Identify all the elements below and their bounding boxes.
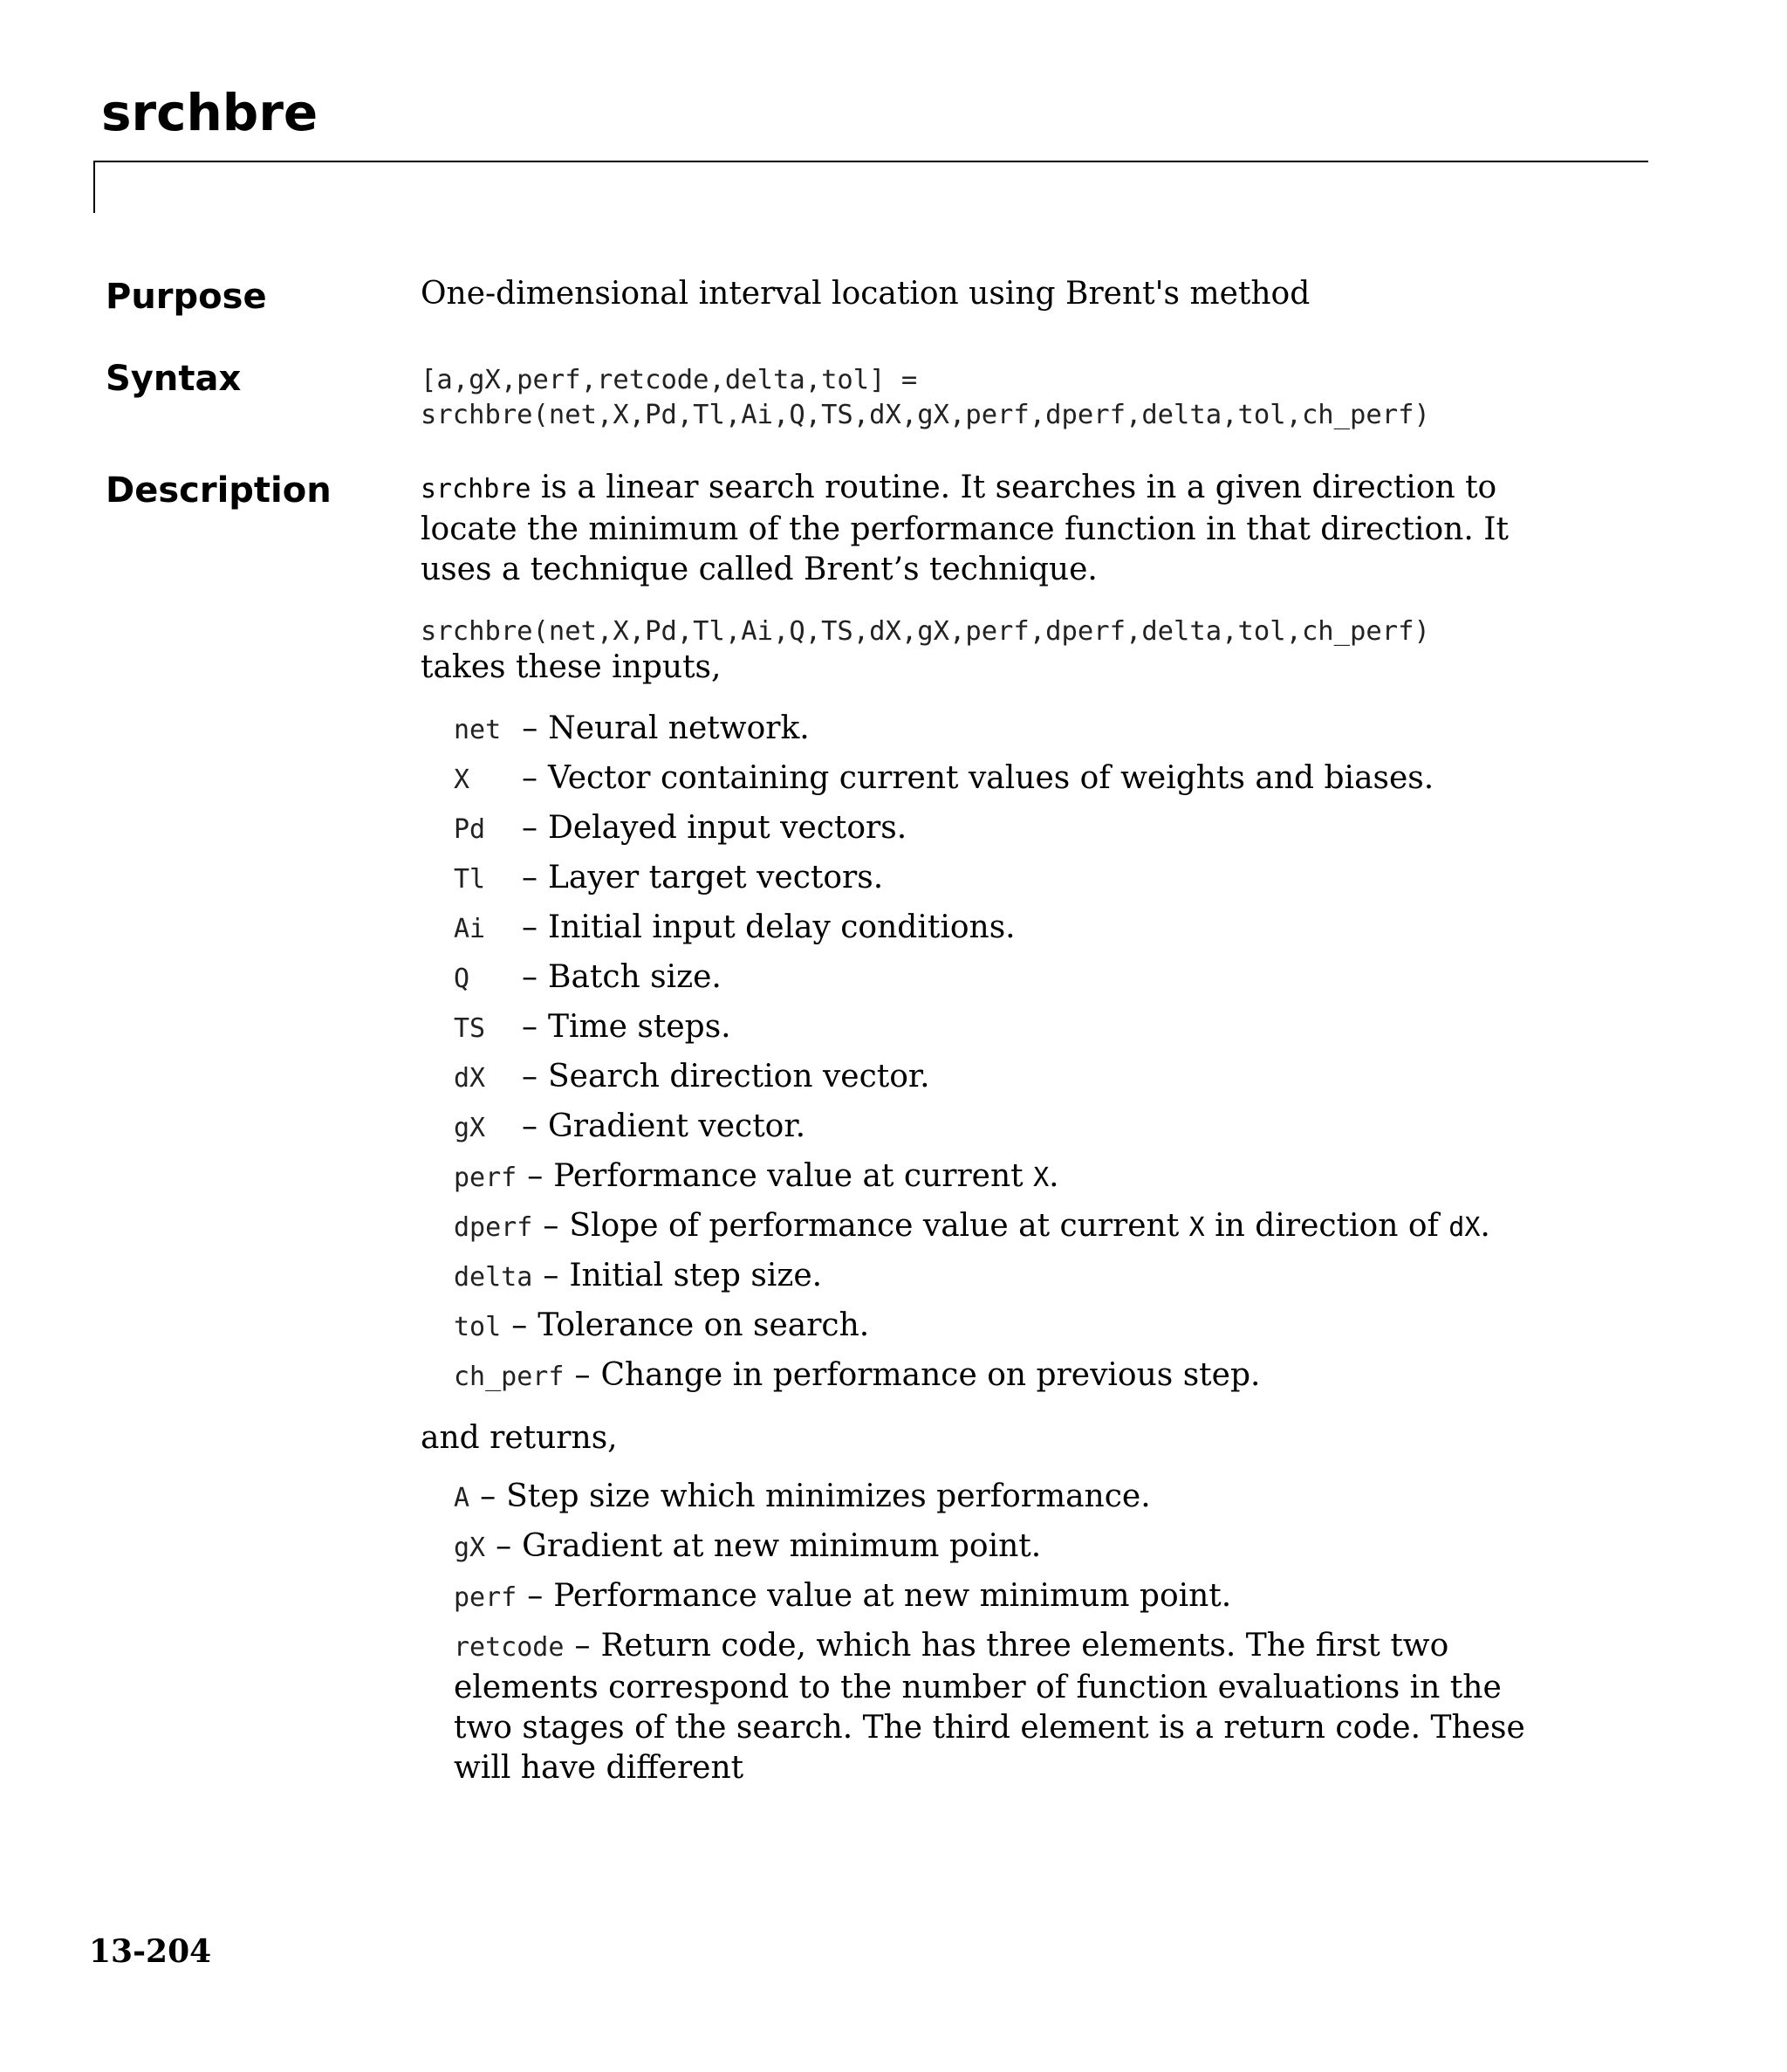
arg-name: dX <box>454 1063 486 1094</box>
arg-name: dperf <box>454 1212 533 1243</box>
arg-name: Ai <box>454 914 486 944</box>
purpose-text: One-dimensional interval location using Brent's method <box>421 276 1311 312</box>
arg-desc-end: . <box>1049 1158 1059 1194</box>
arg-name: TS <box>454 1013 486 1044</box>
arg-dash: – <box>527 1578 544 1614</box>
list-item <box>454 1355 1490 1405</box>
arg-desc: Performance value at current <box>553 1158 1034 1194</box>
arg-name: Pd <box>454 814 486 845</box>
call-text: takes these inputs, <box>421 649 722 685</box>
syntax-line-2: srchbre(net,X,Pd,Tl,Ai,Q,TS,dX,gX,perf,dperf,delta,tol,ch_perf) <box>421 400 1430 430</box>
arg-dash: – <box>574 1628 591 1664</box>
arg-dash: – <box>522 810 537 846</box>
list-item <box>454 1576 1553 1626</box>
syntax-code <box>421 363 1430 433</box>
arg-name: Q <box>454 964 470 994</box>
arg-name: delta <box>454 1262 533 1293</box>
arg-dash: – <box>574 1357 591 1393</box>
return-list <box>454 1477 1553 1788</box>
arg-desc: Gradient vector. <box>548 1108 806 1144</box>
arg-name: net <box>454 715 502 745</box>
syntax-label: Syntax <box>106 359 242 399</box>
arg-name: retcode <box>454 1632 565 1663</box>
arg-code-2: dX <box>1448 1212 1481 1243</box>
arg-name: perf <box>454 1582 517 1613</box>
arg-dash: – <box>496 1528 512 1564</box>
arg-desc: Gradient at new minimum point. <box>522 1528 1042 1564</box>
arg-dash: – <box>522 1059 537 1094</box>
purpose-label: Purpose <box>106 277 267 317</box>
arg-desc: Slope of performance value at current <box>569 1208 1189 1244</box>
arg-code: X <box>1033 1163 1050 1193</box>
arg-name: X <box>454 765 470 795</box>
list-item <box>454 858 1490 908</box>
list-item <box>454 957 1490 1007</box>
arg-desc: Layer target vectors. <box>548 860 884 895</box>
arg-dash: – <box>511 1307 528 1343</box>
page-number: 13-204 <box>89 1933 212 1970</box>
arg-desc: Step size which minimizes performance. <box>506 1479 1151 1514</box>
list-item <box>454 1626 1553 1788</box>
arg-desc-mid: in direction of <box>1204 1208 1449 1244</box>
arg-dash: – <box>480 1479 496 1514</box>
arg-desc: Change in performance on previous step. <box>600 1357 1261 1393</box>
page-title: srchbre <box>101 83 318 142</box>
arg-dash: – <box>543 1208 559 1244</box>
arg-dash: – <box>522 710 538 746</box>
list-item <box>454 1156 1490 1206</box>
intro-text: is a linear search routine. It searches in a given direction to locate the minimum of the performance function in that direction. It uses a technique called Brent’s technique. <box>421 470 1509 587</box>
arg-dash: – <box>522 760 537 796</box>
arg-name: A <box>454 1483 470 1513</box>
arg-desc: Time steps. <box>548 1009 731 1045</box>
arg-name: ch_perf <box>454 1362 565 1392</box>
arg-dash: – <box>543 1258 559 1293</box>
title-rule-vertical <box>93 161 95 213</box>
returns-text: and returns, <box>421 1420 618 1456</box>
arg-desc: Initial input delay conditions. <box>548 909 1016 945</box>
arg-name: tol <box>454 1312 502 1342</box>
arg-desc: Return code, which has three elements. The first two elements correspond to the number of function evaluations in the two stages of the search. The third element is a return code. These will have different <box>454 1628 1525 1786</box>
arg-desc: Performance value at new minimum point. <box>553 1578 1232 1614</box>
list-item <box>454 758 1490 808</box>
input-list <box>454 709 1490 1405</box>
list-item <box>454 1306 1490 1355</box>
arg-dash: – <box>522 1009 537 1045</box>
list-item <box>454 808 1490 858</box>
arg-desc: Initial step size. <box>569 1258 823 1293</box>
description-intro <box>421 468 1555 590</box>
arg-desc: Batch size. <box>548 959 722 995</box>
arg-desc: Search direction vector. <box>548 1059 930 1094</box>
arg-dash: – <box>522 909 537 945</box>
arg-dash: – <box>522 959 537 995</box>
list-item <box>454 1107 1490 1156</box>
arg-desc: Neural network. <box>548 710 810 746</box>
arg-name: gX <box>454 1533 486 1563</box>
list-item <box>454 1057 1490 1107</box>
intro-code: srchbre <box>421 474 531 504</box>
arg-dash: – <box>527 1158 544 1194</box>
list-item <box>454 1206 1490 1256</box>
arg-desc: Tolerance on search. <box>537 1307 870 1343</box>
arg-name: Tl <box>454 864 486 895</box>
arg-name: gX <box>454 1113 486 1143</box>
description-label: Description <box>106 470 332 511</box>
list-item <box>454 1477 1553 1527</box>
list-item <box>454 908 1490 957</box>
list-item <box>454 1527 1553 1576</box>
arg-dash: – <box>522 1108 537 1144</box>
arg-dash: – <box>522 860 537 895</box>
arg-desc: Delayed input vectors. <box>548 810 907 846</box>
list-item <box>454 1007 1490 1057</box>
list-item <box>454 709 1490 758</box>
title-rule-horizontal <box>93 161 1648 162</box>
call-signature: srchbre(net,X,Pd,Tl,Ai,Q,TS,dX,gX,perf,dperf,delta,tol,ch_perf) <box>421 616 1430 647</box>
arg-desc: Vector containing current values of weights and biases. <box>548 760 1434 796</box>
list-item <box>454 1256 1490 1306</box>
arg-code: X <box>1188 1212 1205 1243</box>
arg-desc-end: . <box>1480 1208 1490 1244</box>
arg-name: perf <box>454 1163 517 1193</box>
syntax-line-1: [a,gX,perf,retcode,delta,tol] = <box>421 365 918 395</box>
